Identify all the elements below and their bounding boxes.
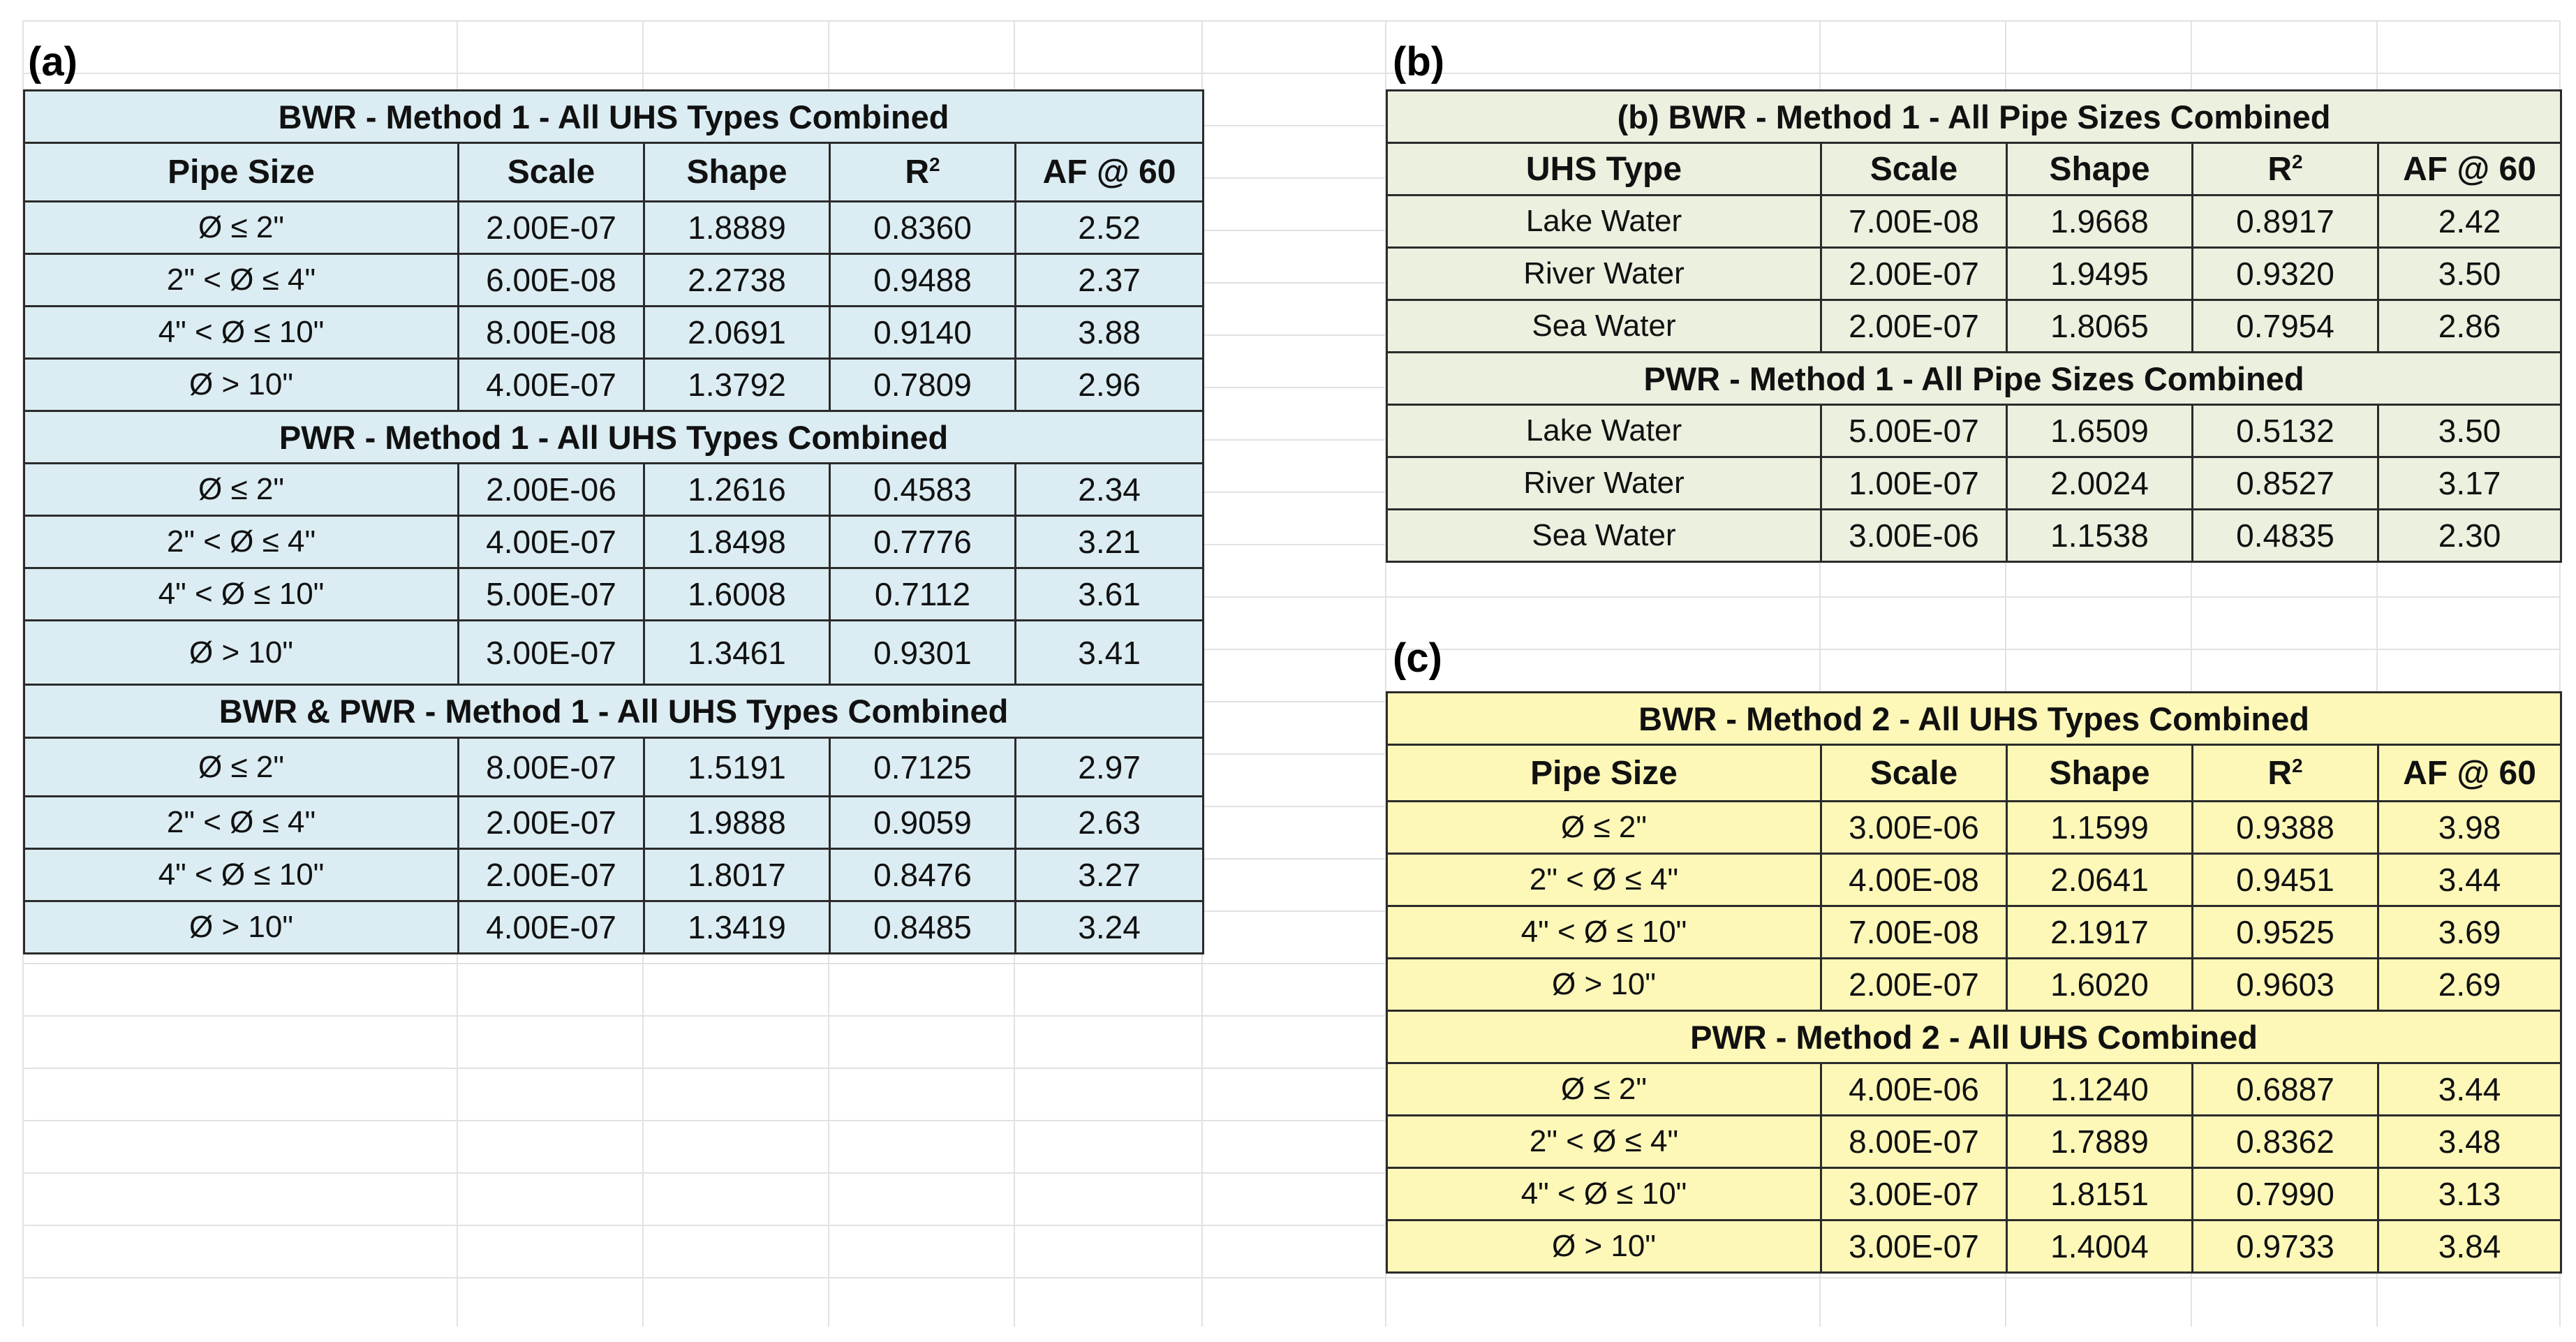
cell: 0.6887 [2193, 1063, 2378, 1116]
header-cell: Scale [459, 143, 644, 202]
cell: 1.1599 [2007, 802, 2193, 854]
header-cell: AF @ 60 [2378, 745, 2561, 802]
cell: 2.00E-06 [459, 464, 644, 516]
cell: 0.9301 [830, 621, 1016, 685]
cell: 0.9059 [830, 797, 1016, 849]
cell: 1.8017 [644, 849, 830, 901]
cell: 3.00E-07 [1821, 1168, 2007, 1221]
cell: 1.2616 [644, 464, 830, 516]
r-label: R [905, 154, 930, 191]
cell: 7.00E-08 [1821, 906, 2007, 959]
cell: 7.00E-08 [1821, 196, 2007, 248]
cell: Ø > 10" [1387, 1221, 1821, 1273]
table-row [1387, 906, 2561, 959]
table-row [24, 738, 1204, 797]
header-cell: Shape [2007, 745, 2193, 802]
cell: 3.88 [1016, 307, 1204, 359]
table-row [1387, 196, 2561, 248]
cell: 4" < Ø ≤ 10" [1387, 906, 1821, 959]
section-title: PWR - Method 1 - All UHS Types Combined [24, 411, 1204, 464]
header-row [1387, 143, 2561, 196]
cell: 1.6509 [2007, 405, 2193, 457]
cell: 0.9388 [2193, 802, 2378, 854]
cell: 2.00E-07 [1821, 959, 2007, 1011]
cell: 1.6020 [2007, 959, 2193, 1011]
cell: 2.00E-07 [459, 202, 644, 254]
cell: 1.00E-07 [1821, 457, 2007, 510]
table-row [1387, 510, 2561, 562]
r-label: R [2267, 150, 2293, 188]
cell: River Water [1387, 248, 1821, 300]
cell: 2.86 [2378, 300, 2561, 353]
cell: 3.84 [2378, 1221, 2561, 1273]
section-title: (b) BWR - Method 1 - All Pipe Sizes Combined [1387, 91, 2561, 143]
cell: 1.8065 [2007, 300, 2193, 353]
cell: 3.69 [2378, 906, 2561, 959]
cell: 4.00E-07 [459, 516, 644, 568]
header-cell-r2 [830, 143, 1016, 202]
cell: 1.8498 [644, 516, 830, 568]
cell: Ø > 10" [24, 621, 459, 685]
cell: 1.8889 [644, 202, 830, 254]
cell: 3.00E-07 [1821, 1221, 2007, 1273]
r-label: R [2267, 754, 2293, 792]
cell: 4" < Ø ≤ 10" [24, 307, 459, 359]
table-row [24, 516, 1204, 568]
header-row [24, 143, 1204, 202]
cell: Sea Water [1387, 300, 1821, 353]
cell: 3.27 [1016, 849, 1204, 901]
cell: 2.2738 [644, 254, 830, 307]
cell: 1.7889 [2007, 1116, 2193, 1168]
cell: 3.44 [2378, 854, 2561, 906]
cell: 0.8362 [2193, 1116, 2378, 1168]
cell: 8.00E-07 [1821, 1116, 2007, 1168]
header-cell: Scale [1821, 745, 2007, 802]
cell: 6.00E-08 [459, 254, 644, 307]
cell: Sea Water [1387, 510, 1821, 562]
cell: 1.6008 [644, 568, 830, 621]
cell: 2" < Ø ≤ 4" [24, 797, 459, 849]
cell: 0.7954 [2193, 300, 2378, 353]
table-row [1387, 959, 2561, 1011]
cell: 1.9888 [644, 797, 830, 849]
cell: 2" < Ø ≤ 4" [24, 254, 459, 307]
cell: 4" < Ø ≤ 10" [24, 849, 459, 901]
cell: 3.00E-06 [1821, 510, 2007, 562]
cell: 3.00E-07 [459, 621, 644, 685]
table-row [24, 464, 1204, 516]
header-cell-r2 [2193, 745, 2378, 802]
cell: 3.00E-06 [1821, 802, 2007, 854]
cell: 3.24 [1016, 901, 1204, 954]
cell: 0.9140 [830, 307, 1016, 359]
cell: 2.96 [1016, 359, 1204, 411]
cell: 2.97 [1016, 738, 1204, 797]
cell: 0.8485 [830, 901, 1016, 954]
cell: 0.7990 [2193, 1168, 2378, 1221]
cell: Ø > 10" [1387, 959, 1821, 1011]
cell: 4.00E-08 [1821, 854, 2007, 906]
cell: 4.00E-06 [1821, 1063, 2007, 1116]
cell: 4" < Ø ≤ 10" [1387, 1168, 1821, 1221]
cell: Ø ≤ 2" [1387, 1063, 1821, 1116]
header-cell: Pipe Size [1387, 745, 1821, 802]
section-title: BWR & PWR - Method 1 - All UHS Types Combined [24, 685, 1204, 738]
cell: 0.8917 [2193, 196, 2378, 248]
cell: 2.69 [2378, 959, 2561, 1011]
panel-c-label: (c) [1393, 635, 1442, 681]
cell: 0.8476 [830, 849, 1016, 901]
cell: 0.8527 [2193, 457, 2378, 510]
cell: 1.5191 [644, 738, 830, 797]
cell: 1.1240 [2007, 1063, 2193, 1116]
header-cell: Shape [2007, 143, 2193, 196]
cell: 0.7776 [830, 516, 1016, 568]
cell: 2.30 [2378, 510, 2561, 562]
table-a [23, 89, 1204, 954]
cell: Ø > 10" [24, 901, 459, 954]
r-superscript: 2 [2292, 150, 2303, 172]
cell: 4.00E-07 [459, 901, 644, 954]
table-row [1387, 802, 2561, 854]
cell: 1.3419 [644, 901, 830, 954]
cell: 8.00E-08 [459, 307, 644, 359]
cell: 0.7125 [830, 738, 1016, 797]
cell: 2.37 [1016, 254, 1204, 307]
cell: Ø ≤ 2" [24, 738, 459, 797]
cell: 1.3461 [644, 621, 830, 685]
cell: 0.8360 [830, 202, 1016, 254]
cell: 3.44 [2378, 1063, 2561, 1116]
cell: 1.1538 [2007, 510, 2193, 562]
table-b [1386, 89, 2562, 563]
cell: 2.0691 [644, 307, 830, 359]
table-row [1387, 248, 2561, 300]
cell: 0.9320 [2193, 248, 2378, 300]
table-row [1387, 405, 2561, 457]
table-row [24, 797, 1204, 849]
cell: 0.9733 [2193, 1221, 2378, 1273]
cell: 2.42 [2378, 196, 2561, 248]
cell: 2.1917 [2007, 906, 2193, 959]
cell: 2.00E-07 [1821, 248, 2007, 300]
table-row [24, 202, 1204, 254]
cell: 0.4835 [2193, 510, 2378, 562]
cell: 4.00E-07 [459, 359, 644, 411]
table-row [24, 901, 1204, 954]
cell: 3.13 [2378, 1168, 2561, 1221]
cell: 5.00E-07 [459, 568, 644, 621]
cell: 3.61 [1016, 568, 1204, 621]
table-row [1387, 1063, 2561, 1116]
cell: 2" < Ø ≤ 4" [1387, 854, 1821, 906]
r-superscript: 2 [929, 154, 940, 175]
table-row [1387, 854, 2561, 906]
table-row [1387, 1116, 2561, 1168]
cell: 2" < Ø ≤ 4" [24, 516, 459, 568]
table-row [24, 307, 1204, 359]
cell: Lake Water [1387, 405, 1821, 457]
header-row [1387, 745, 2561, 802]
table-row [1387, 300, 2561, 353]
cell: 1.3792 [644, 359, 830, 411]
table-row [24, 359, 1204, 411]
cell: River Water [1387, 457, 1821, 510]
cell: 3.50 [2378, 248, 2561, 300]
cell: 3.98 [2378, 802, 2561, 854]
table-row [24, 621, 1204, 685]
cell: 0.5132 [2193, 405, 2378, 457]
table-c [1386, 691, 2562, 1274]
cell: 2.00E-07 [459, 797, 644, 849]
cell: 2.0024 [2007, 457, 2193, 510]
cell: 5.00E-07 [1821, 405, 2007, 457]
cell: 0.7112 [830, 568, 1016, 621]
cell: 2.0641 [2007, 854, 2193, 906]
r-superscript: 2 [2292, 754, 2303, 776]
table-row [1387, 1168, 2561, 1221]
table-row [24, 568, 1204, 621]
cell: Ø ≤ 2" [1387, 802, 1821, 854]
cell: 1.9495 [2007, 248, 2193, 300]
panel-b-label: (b) [1393, 39, 1445, 84]
cell: Ø > 10" [24, 359, 459, 411]
cell: 2.52 [1016, 202, 1204, 254]
header-cell: Pipe Size [24, 143, 459, 202]
header-cell: UHS Type [1387, 143, 1821, 196]
section-title: BWR - Method 1 - All UHS Types Combined [24, 91, 1204, 143]
cell: 3.48 [2378, 1116, 2561, 1168]
cell: 4" < Ø ≤ 10" [24, 568, 459, 621]
header-cell: Scale [1821, 143, 2007, 196]
cell: 1.9668 [2007, 196, 2193, 248]
table-row [24, 254, 1204, 307]
table-row [1387, 457, 2561, 510]
cell: 2.34 [1016, 464, 1204, 516]
section-title: BWR - Method 2 - All UHS Types Combined [1387, 693, 2561, 745]
cell: Lake Water [1387, 196, 1821, 248]
section-title: PWR - Method 1 - All Pipe Sizes Combined [1387, 353, 2561, 405]
cell: 1.4004 [2007, 1221, 2193, 1273]
cell: 2.00E-07 [1821, 300, 2007, 353]
cell: 0.9525 [2193, 906, 2378, 959]
cell: 3.17 [2378, 457, 2561, 510]
header-cell-r2 [2193, 143, 2378, 196]
cell: 0.9451 [2193, 854, 2378, 906]
header-cell: AF @ 60 [2378, 143, 2561, 196]
cell: 3.21 [1016, 516, 1204, 568]
table-row [1387, 1221, 2561, 1273]
cell: 2" < Ø ≤ 4" [1387, 1116, 1821, 1168]
cell: 3.50 [2378, 405, 2561, 457]
cell: 2.63 [1016, 797, 1204, 849]
cell: 0.7809 [830, 359, 1016, 411]
cell: Ø ≤ 2" [24, 464, 459, 516]
panel-a-label: (a) [28, 39, 77, 84]
cell: Ø ≤ 2" [24, 202, 459, 254]
cell: 2.00E-07 [459, 849, 644, 901]
cell: 1.8151 [2007, 1168, 2193, 1221]
header-cell: AF @ 60 [1016, 143, 1204, 202]
cell: 0.4583 [830, 464, 1016, 516]
cell: 8.00E-07 [459, 738, 644, 797]
header-cell: Shape [644, 143, 830, 202]
cell: 3.41 [1016, 621, 1204, 685]
section-title: PWR - Method 2 - All UHS Combined [1387, 1011, 2561, 1063]
table-row [24, 849, 1204, 901]
cell: 0.9488 [830, 254, 1016, 307]
cell: 0.9603 [2193, 959, 2378, 1011]
